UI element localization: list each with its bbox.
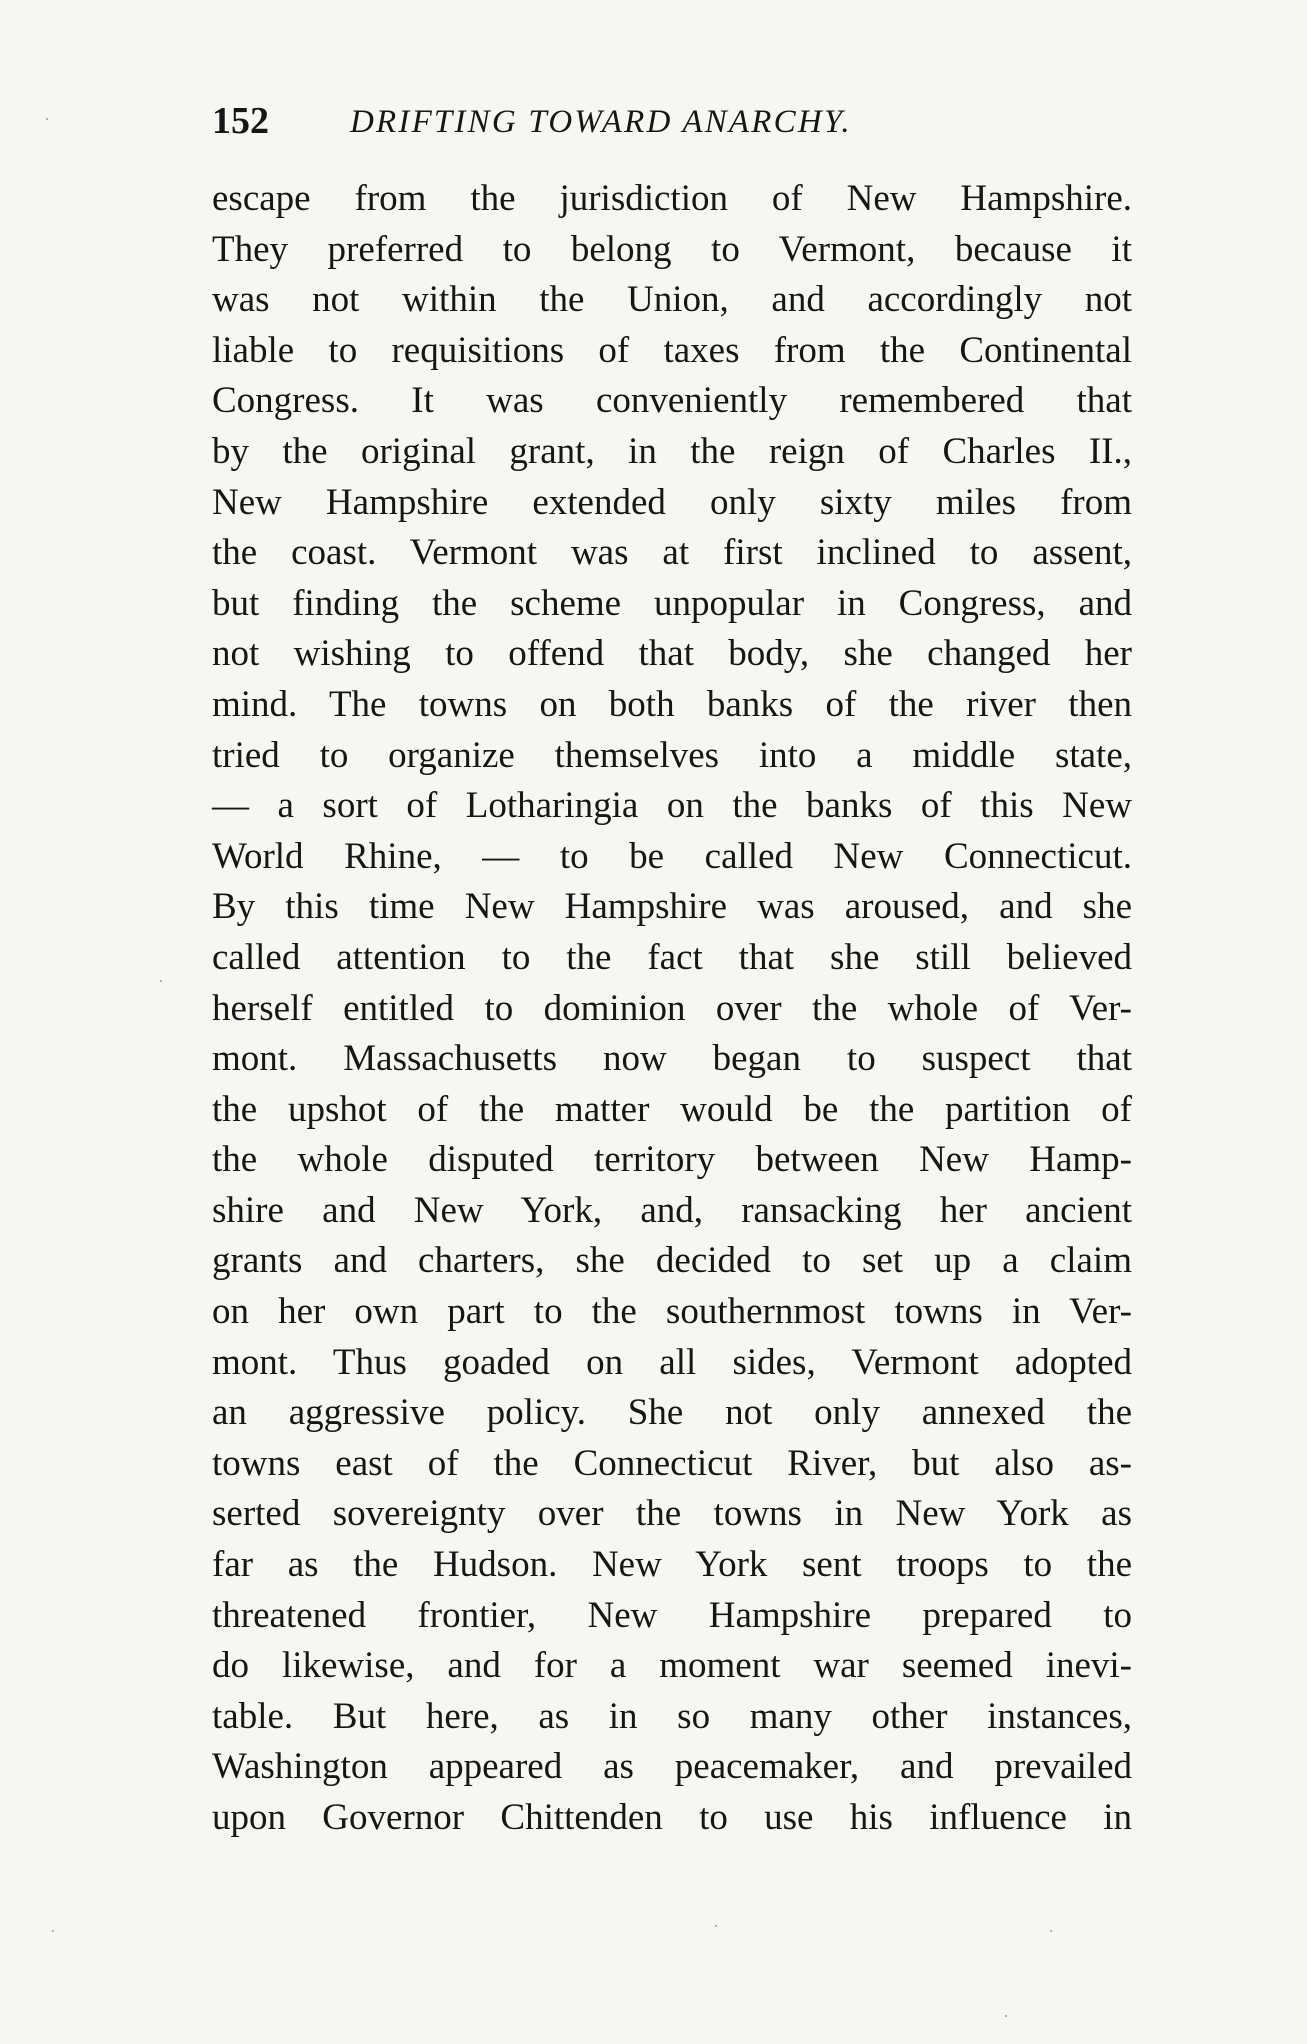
running-head xyxy=(212,96,1132,146)
text-line: serted sovereignty over the towns in New York as xyxy=(212,1493,1132,1535)
page-number: 152 xyxy=(212,100,269,142)
text-line: mind. The towns on both banks of the river then xyxy=(212,683,1132,725)
text-line: not wishing to offend that body, she changed her xyxy=(212,633,1132,675)
text-line: was not within the Union, and accordingly not xyxy=(212,279,1132,321)
running-title: DRIFTING TOWARD ANARCHY. xyxy=(350,104,852,140)
text-line: far as the Hudson. New York sent troops to the xyxy=(212,1544,1132,1586)
text-line: table. But here, as in so many other instances, xyxy=(212,1695,1132,1737)
text-line: do likewise, and for a moment war seemed inevi- xyxy=(212,1645,1132,1687)
paper-speck xyxy=(160,980,162,982)
text-line: By this time New Hampshire was aroused, and she xyxy=(212,886,1132,928)
text-line: liable to requisitions of taxes from the Continental xyxy=(212,329,1132,371)
text-line: upon Governor Chittenden to use his influence in xyxy=(212,1797,1132,1838)
text-line: by the original grant, in the reign of Charles II., xyxy=(212,430,1132,472)
text-line: mont. Massachusetts now began to suspect that xyxy=(212,1038,1132,1080)
paper-speck xyxy=(715,1925,717,1927)
text-line: mont. Thus goaded on all sides, Vermont adopted xyxy=(212,1341,1132,1383)
text-line: escape from the jurisdiction of New Hampshire. xyxy=(212,178,1132,219)
text-line: Congress. It was conveniently remembered that xyxy=(212,380,1132,422)
text-line: New Hampshire extended only sixty miles from xyxy=(212,481,1132,523)
text-line: threatened frontier, New Hampshire prepared to xyxy=(212,1594,1132,1636)
text-line: on her own part to the southernmost towns in Ver- xyxy=(212,1291,1132,1333)
paper-speck xyxy=(1050,1930,1052,1932)
paper-speck xyxy=(52,1930,54,1932)
body-text xyxy=(212,174,1132,1844)
paper-speck xyxy=(1005,2015,1007,2017)
paper-speck xyxy=(46,118,48,120)
text-line: They preferred to belong to Vermont, because it xyxy=(212,228,1132,270)
text-line: Washington appeared as peacemaker, and prevailed xyxy=(212,1746,1132,1788)
text-line: towns east of the Connecticut River, but also as- xyxy=(212,1442,1132,1484)
text-line: tried to organize themselves into a middle state, xyxy=(212,734,1132,776)
text-line: but finding the scheme unpopular in Congress, and xyxy=(212,582,1132,624)
text-line: the coast. Vermont was at first inclined to assent, xyxy=(212,532,1132,574)
text-line: the whole disputed territory between New Hamp- xyxy=(212,1139,1132,1181)
text-line: grants and charters, she decided to set up a claim xyxy=(212,1240,1132,1282)
text-line: the upshot of the matter would be the partition of xyxy=(212,1088,1132,1130)
text-line: shire and New York, and, ransacking her ancient xyxy=(212,1189,1132,1231)
text-line: an aggressive policy. She not only annexed the xyxy=(212,1392,1132,1434)
text-line: World Rhine, — to be called New Connecticut. xyxy=(212,835,1132,877)
text-line: — a sort of Lotharingia on the banks of this New xyxy=(212,785,1132,827)
text-line: herself entitled to dominion over the whole of Ver- xyxy=(212,987,1132,1029)
text-line: called attention to the fact that she still believed xyxy=(212,936,1132,978)
